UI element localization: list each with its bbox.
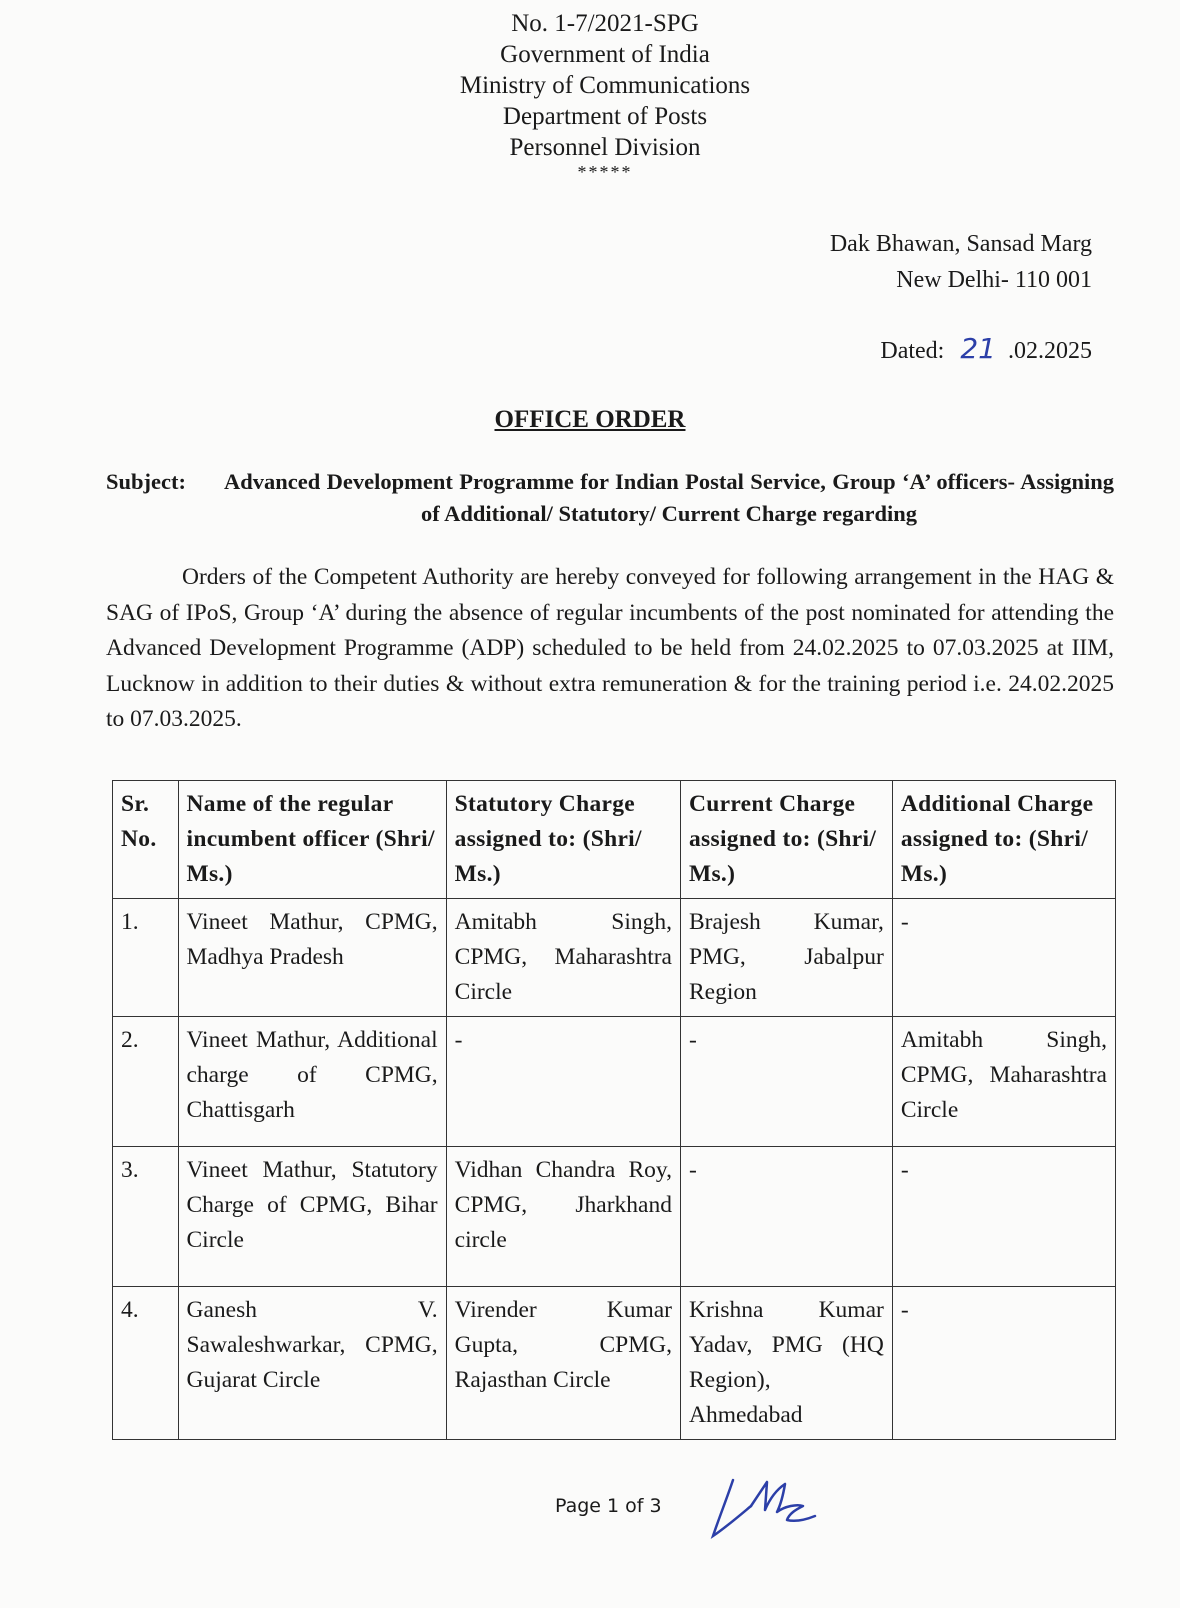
additional-cell: - (892, 1287, 1115, 1440)
header-current-charge: Current Charge assigned to: (Shri/ Ms.) (681, 781, 893, 899)
letterhead (0, 8, 1180, 181)
current-cell: - (681, 1017, 893, 1147)
statutory-cell: Virender Kumar Gupta, CPMG, Rajasthan Circle (446, 1287, 680, 1440)
signature-icon (705, 1470, 835, 1550)
sr-no-cell: 3. (113, 1147, 179, 1287)
header-statutory-charge: Statutory Charge assigned to: (Shri/ Ms.) (446, 781, 680, 899)
department-line: Department of Posts (502, 103, 708, 130)
subject-label: Subject: (106, 469, 186, 494)
subject-text: Advanced Development Programme for Indian Postal Service, Group ‘A’ officers- Assigning of Additional/ Statutory/ Current Charge regarding (224, 469, 1114, 526)
file-number: No. 1-7/2021-SPG (511, 10, 699, 37)
charge-assignment-table (112, 780, 1116, 1440)
statutory-cell: Amitabh Singh, CPMG, Maharashtra Circle (446, 899, 680, 1017)
dated-label: Dated: (880, 338, 945, 364)
additional-cell: Amitabh Singh, CPMG, Maharashtra Circle (892, 1017, 1115, 1147)
office-address (830, 226, 1092, 298)
additional-cell: - (892, 1147, 1115, 1287)
division-line: Personnel Division (509, 134, 701, 161)
ministry-line: Ministry of Communications (459, 72, 751, 99)
address-line-1: Dak Bhawan, Sansad Marg (829, 231, 1092, 257)
current-cell: Krishna Kumar Yadav, PMG (HQ Region), Ahmedabad (681, 1287, 893, 1440)
government-line: Government of India (500, 41, 710, 68)
incumbent-cell: Vineet Mathur, Additional charge of CPMG, Chattisgarh (178, 1017, 446, 1147)
body-paragraph: Orders of the Competent Authority are hereby conveyed for following arrangement in the HAG & SAG of IPoS, Group ‘A’ during the absence of regular incumbents of the post nominated for attending the Advanced Development Programme (ADP) scheduled to be held from 24.02.2025 to 07.03.2025 at IIM, Lucknow in addition to their duties & without extra remuneration & for the training period i.e. 24.02.2025 to 07.03.2025. (106, 564, 1114, 732)
date-rest: .02.2025 (1008, 338, 1092, 364)
current-cell: - (681, 1147, 893, 1287)
subject-block (106, 466, 1114, 530)
page-number: Page 1 of 3 (555, 1495, 662, 1517)
header-additional-charge: Additional Charge assigned to: (Shri/ Ms.) (892, 781, 1115, 899)
address-line-2: New Delhi- 110 001 (896, 267, 1092, 293)
sr-no-cell: 4. (113, 1287, 179, 1440)
handwritten-day: 21 (960, 332, 996, 365)
header-regular-incumbent: Name of the regular incumbent officer (Shri/ Ms.) (178, 781, 446, 899)
separator-stars: ***** (577, 162, 633, 182)
table-row (113, 1287, 1116, 1440)
date-line (880, 332, 1092, 365)
table-row (113, 1147, 1116, 1287)
incumbent-cell: Vineet Mathur, Statutory Charge of CPMG, Bihar Circle (178, 1147, 446, 1287)
incumbent-cell: Ganesh V. Sawaleshwarkar, CPMG, Gujarat Circle (178, 1287, 446, 1440)
document-title: OFFICE ORDER (494, 406, 686, 433)
statutory-cell: - (446, 1017, 680, 1147)
statutory-cell: Vidhan Chandra Roy, CPMG, Jharkhand circle (446, 1147, 680, 1287)
incumbent-cell: Vineet Mathur, CPMG, Madhya Pradesh (178, 899, 446, 1017)
table-row (113, 899, 1116, 1017)
table-header-row (113, 781, 1116, 899)
current-cell: Brajesh Kumar, PMG, Jabalpur Region (681, 899, 893, 1017)
sr-no-cell: 2. (113, 1017, 179, 1147)
header-sr-no: Sr. No. (113, 781, 179, 899)
sr-no-cell: 1. (113, 899, 179, 1017)
additional-cell: - (892, 899, 1115, 1017)
table-row (113, 1017, 1116, 1147)
